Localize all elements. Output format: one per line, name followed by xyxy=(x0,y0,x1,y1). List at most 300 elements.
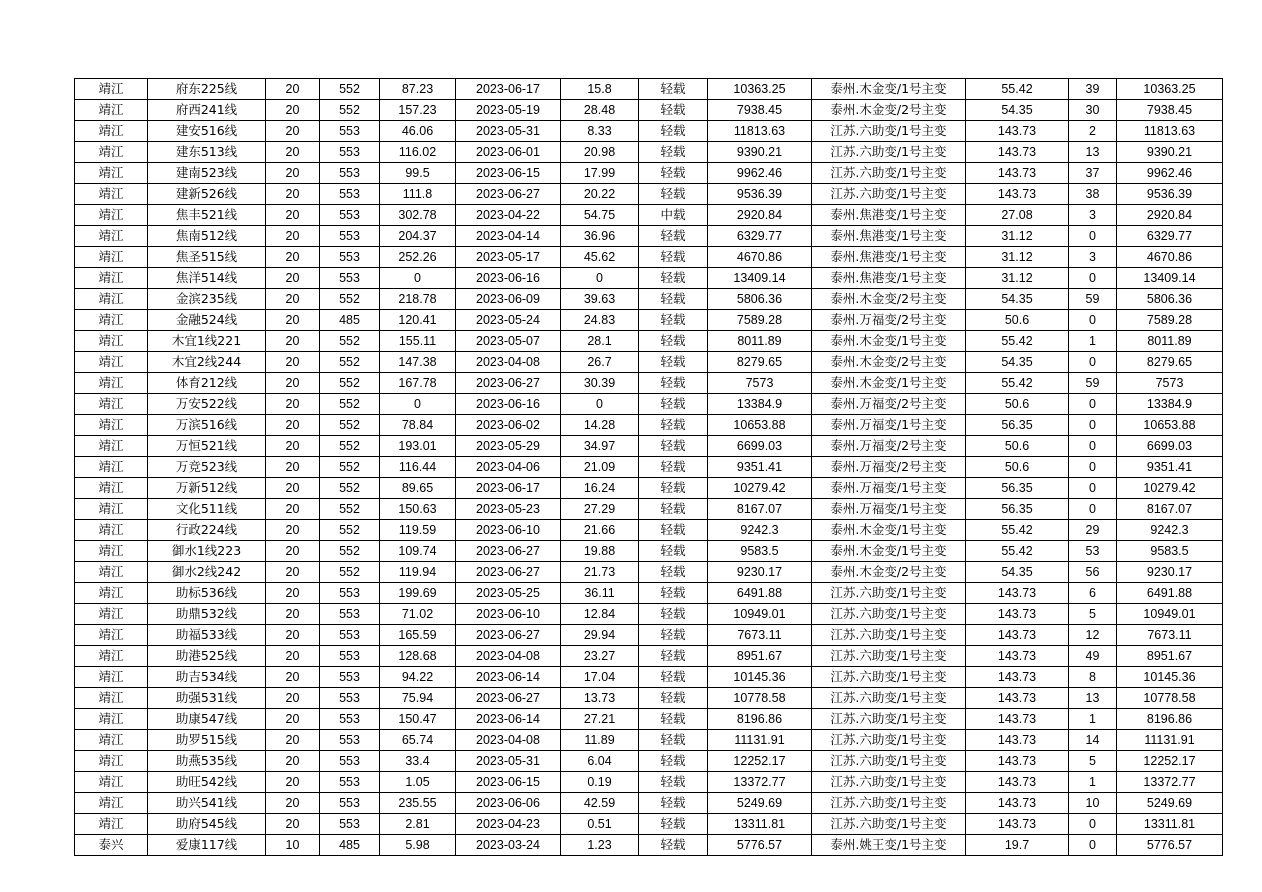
table-cell: 轻载 xyxy=(639,604,708,625)
table-cell: 20 xyxy=(266,310,320,331)
table-cell: 20 xyxy=(266,562,320,583)
table-cell: 485 xyxy=(320,310,380,331)
table-cell: 泰州.木金变/1号主变 xyxy=(812,520,966,541)
table-cell: 3 xyxy=(1069,205,1117,226)
table-cell: 20 xyxy=(266,247,320,268)
table-cell: 2023-05-31 xyxy=(456,121,561,142)
table-cell: 552 xyxy=(320,478,380,499)
table-cell: 20 xyxy=(266,541,320,562)
table-cell: 靖江 xyxy=(75,667,148,688)
table-cell: 15.8 xyxy=(561,79,639,100)
table-cell: 6699.03 xyxy=(708,436,812,457)
table-row xyxy=(75,415,1223,436)
table-cell: 2023-04-23 xyxy=(456,814,561,835)
table-cell: 5249.69 xyxy=(1117,793,1223,814)
table-cell: 2023-04-22 xyxy=(456,205,561,226)
table-row xyxy=(75,520,1223,541)
table-cell: 34.97 xyxy=(561,436,639,457)
table-cell: 泰州.万福变/1号主变 xyxy=(812,415,966,436)
table-cell: 235.55 xyxy=(380,793,456,814)
table-cell: 9583.5 xyxy=(1117,541,1223,562)
table-cell: 0 xyxy=(1069,835,1117,856)
table-cell: 37 xyxy=(1069,163,1117,184)
table-cell: 20 xyxy=(266,184,320,205)
table-cell: 20 xyxy=(266,331,320,352)
table-cell: 2023-05-29 xyxy=(456,436,561,457)
table-cell: 助吉534线 xyxy=(148,667,266,688)
table-cell: 轻载 xyxy=(639,814,708,835)
table-cell: 轻载 xyxy=(639,730,708,751)
table-cell: 泰州.木金变/1号主变 xyxy=(812,331,966,352)
table-cell: 金滨235线 xyxy=(148,289,266,310)
table-cell: 55.42 xyxy=(966,79,1069,100)
table-cell: 靖江 xyxy=(75,205,148,226)
table-cell: 靖江 xyxy=(75,520,148,541)
table-row xyxy=(75,814,1223,835)
table-cell: 9962.46 xyxy=(1117,163,1223,184)
table-cell: 553 xyxy=(320,163,380,184)
table-cell: 33.4 xyxy=(380,751,456,772)
table-cell: 助鼎532线 xyxy=(148,604,266,625)
table-row xyxy=(75,793,1223,814)
table-cell: 50.6 xyxy=(966,394,1069,415)
table-cell: 6 xyxy=(1069,583,1117,604)
table-cell: 助兴541线 xyxy=(148,793,266,814)
table-cell: 江苏.六助变/1号主变 xyxy=(812,163,966,184)
table-cell: 9536.39 xyxy=(708,184,812,205)
table-cell: 0 xyxy=(1069,268,1117,289)
table-cell: 75.94 xyxy=(380,688,456,709)
table-cell: 553 xyxy=(320,730,380,751)
table-cell: 2023-06-16 xyxy=(456,394,561,415)
data-table-container xyxy=(74,78,1196,856)
table-cell: 36.11 xyxy=(561,583,639,604)
table-cell: 轻载 xyxy=(639,394,708,415)
table-cell: 0 xyxy=(1069,478,1117,499)
table-cell: 江苏.六助变/1号主变 xyxy=(812,604,966,625)
table-cell: 7673.11 xyxy=(708,625,812,646)
table-cell: 552 xyxy=(320,520,380,541)
table-cell: 泰州.木金变/2号主变 xyxy=(812,562,966,583)
table-cell: 55.42 xyxy=(966,331,1069,352)
table-cell: 轻载 xyxy=(639,772,708,793)
table-cell: 7573 xyxy=(1117,373,1223,394)
table-cell: 靖江 xyxy=(75,709,148,730)
table-cell: 128.68 xyxy=(380,646,456,667)
table-cell: 20 xyxy=(266,730,320,751)
table-cell: 26.7 xyxy=(561,352,639,373)
table-cell: 轻载 xyxy=(639,373,708,394)
table-cell: 8951.67 xyxy=(708,646,812,667)
table-cell: 6699.03 xyxy=(1117,436,1223,457)
table-cell: 49 xyxy=(1069,646,1117,667)
table-cell: 553 xyxy=(320,688,380,709)
table-cell: 13311.81 xyxy=(708,814,812,835)
table-cell: 54.75 xyxy=(561,205,639,226)
table-cell: 20 xyxy=(266,499,320,520)
table-cell: 泰州.木金变/2号主变 xyxy=(812,352,966,373)
table-cell: 2023-06-10 xyxy=(456,604,561,625)
table-cell: 靖江 xyxy=(75,583,148,604)
table-cell: 靖江 xyxy=(75,247,148,268)
table-cell: 20 xyxy=(266,205,320,226)
table-cell: 31.12 xyxy=(966,268,1069,289)
table-row xyxy=(75,163,1223,184)
table-cell: 靖江 xyxy=(75,226,148,247)
table-cell: 143.73 xyxy=(966,688,1069,709)
table-cell: 10279.42 xyxy=(708,478,812,499)
table-cell: 13 xyxy=(1069,142,1117,163)
table-cell: 10145.36 xyxy=(708,667,812,688)
table-cell: 金融524线 xyxy=(148,310,266,331)
table-cell: 24.83 xyxy=(561,310,639,331)
table-cell: 20 xyxy=(266,100,320,121)
table-cell: 20 xyxy=(266,688,320,709)
table-cell: 13384.9 xyxy=(1117,394,1223,415)
table-cell: 0 xyxy=(1069,436,1117,457)
table-cell: 助旺542线 xyxy=(148,772,266,793)
table-cell: 109.74 xyxy=(380,541,456,562)
table-cell: 54.35 xyxy=(966,352,1069,373)
table-cell: 轻载 xyxy=(639,142,708,163)
table-cell: 2023-04-08 xyxy=(456,352,561,373)
table-cell: 78.84 xyxy=(380,415,456,436)
table-cell: 轻载 xyxy=(639,835,708,856)
table-cell: 泰州.木金变/2号主变 xyxy=(812,100,966,121)
table-cell: 靖江 xyxy=(75,373,148,394)
table-cell: 御水2线242 xyxy=(148,562,266,583)
table-cell: 江苏.六助变/1号主变 xyxy=(812,667,966,688)
table-row xyxy=(75,751,1223,772)
table-row xyxy=(75,835,1223,856)
table-cell: 轻载 xyxy=(639,688,708,709)
table-cell: 2.81 xyxy=(380,814,456,835)
table-cell: 552 xyxy=(320,79,380,100)
table-cell: 143.73 xyxy=(966,604,1069,625)
table-cell: 2023-06-06 xyxy=(456,793,561,814)
table-cell: 552 xyxy=(320,100,380,121)
table-cell: 10778.58 xyxy=(708,688,812,709)
table-cell: 10949.01 xyxy=(1117,604,1223,625)
table-cell: 泰州.木金变/1号主变 xyxy=(812,79,966,100)
table-cell: 7673.11 xyxy=(1117,625,1223,646)
table-cell: 14.28 xyxy=(561,415,639,436)
table-cell: 21.73 xyxy=(561,562,639,583)
table-cell: 204.37 xyxy=(380,226,456,247)
table-cell: 5.98 xyxy=(380,835,456,856)
table-cell: 89.65 xyxy=(380,478,456,499)
table-cell: 靖江 xyxy=(75,184,148,205)
table-row xyxy=(75,100,1223,121)
table-cell: 8167.07 xyxy=(708,499,812,520)
table-row xyxy=(75,205,1223,226)
table-cell: 10279.42 xyxy=(1117,478,1223,499)
table-cell: 6329.77 xyxy=(1117,226,1223,247)
table-cell: 27.29 xyxy=(561,499,639,520)
table-row xyxy=(75,499,1223,520)
table-cell: 20 xyxy=(266,436,320,457)
table-cell: 20 xyxy=(266,625,320,646)
table-cell: 8279.65 xyxy=(1117,352,1223,373)
table-cell: 万滨516线 xyxy=(148,415,266,436)
table-cell: 12.84 xyxy=(561,604,639,625)
table-cell: 靖江 xyxy=(75,541,148,562)
table-cell: 20 xyxy=(266,793,320,814)
table-cell: 府西241线 xyxy=(148,100,266,121)
table-cell: 靖江 xyxy=(75,142,148,163)
table-cell: 0 xyxy=(380,394,456,415)
table-cell: 0.19 xyxy=(561,772,639,793)
table-cell: 2023-06-27 xyxy=(456,562,561,583)
table-row xyxy=(75,730,1223,751)
table-cell: 553 xyxy=(320,814,380,835)
table-cell: 泰兴 xyxy=(75,835,148,856)
table-cell: 2 xyxy=(1069,121,1117,142)
table-cell: 8279.65 xyxy=(708,352,812,373)
table-body xyxy=(75,79,1223,856)
table-cell: 20 xyxy=(266,268,320,289)
table-cell: 江苏.六助变/1号主变 xyxy=(812,793,966,814)
table-cell: 119.59 xyxy=(380,520,456,541)
table-cell: 553 xyxy=(320,226,380,247)
table-cell: 0 xyxy=(1069,226,1117,247)
table-cell: 13409.14 xyxy=(708,268,812,289)
table-cell: 20 xyxy=(266,352,320,373)
table-cell: 56.35 xyxy=(966,415,1069,436)
table-row xyxy=(75,478,1223,499)
table-cell: 143.73 xyxy=(966,142,1069,163)
table-cell: 553 xyxy=(320,583,380,604)
table-row xyxy=(75,289,1223,310)
table-cell: 府东225线 xyxy=(148,79,266,100)
table-cell: 99.5 xyxy=(380,163,456,184)
table-cell: 5806.36 xyxy=(1117,289,1223,310)
table-cell: 552 xyxy=(320,352,380,373)
table-cell: 56.35 xyxy=(966,478,1069,499)
table-cell: 9583.5 xyxy=(708,541,812,562)
table-cell: 12252.17 xyxy=(708,751,812,772)
table-cell: 江苏.六助变/1号主变 xyxy=(812,814,966,835)
table-cell: 靖江 xyxy=(75,268,148,289)
table-cell: 11131.91 xyxy=(708,730,812,751)
table-cell: 2023-06-01 xyxy=(456,142,561,163)
table-cell: 轻载 xyxy=(639,457,708,478)
table-cell: 36.96 xyxy=(561,226,639,247)
table-cell: 9351.41 xyxy=(708,457,812,478)
table-cell: 553 xyxy=(320,667,380,688)
table-cell: 万恒521线 xyxy=(148,436,266,457)
table-row xyxy=(75,772,1223,793)
table-cell: 靖江 xyxy=(75,562,148,583)
table-cell: 靖江 xyxy=(75,793,148,814)
table-cell: 爱康117线 xyxy=(148,835,266,856)
table-cell: 靖江 xyxy=(75,478,148,499)
table-row xyxy=(75,352,1223,373)
table-cell: 218.78 xyxy=(380,289,456,310)
table-cell: 9962.46 xyxy=(708,163,812,184)
table-cell: 行政224线 xyxy=(148,520,266,541)
table-cell: 143.73 xyxy=(966,793,1069,814)
table-cell: 13372.77 xyxy=(708,772,812,793)
table-row xyxy=(75,583,1223,604)
table-cell: 轻载 xyxy=(639,100,708,121)
table-cell: 江苏.六助变/1号主变 xyxy=(812,583,966,604)
table-cell: 助福533线 xyxy=(148,625,266,646)
table-cell: 16.24 xyxy=(561,478,639,499)
table-cell: 143.73 xyxy=(966,814,1069,835)
table-cell: 0.51 xyxy=(561,814,639,835)
table-cell: 8011.89 xyxy=(1117,331,1223,352)
table-cell: 10363.25 xyxy=(1117,79,1223,100)
table-cell: 46.06 xyxy=(380,121,456,142)
table-cell: 2920.84 xyxy=(1117,205,1223,226)
table-cell: 木宜2线244 xyxy=(148,352,266,373)
table-cell: 靖江 xyxy=(75,100,148,121)
table-cell: 50.6 xyxy=(966,457,1069,478)
table-cell: 2023-06-14 xyxy=(456,709,561,730)
table-cell: 552 xyxy=(320,331,380,352)
table-cell: 助港525线 xyxy=(148,646,266,667)
table-cell: 552 xyxy=(320,394,380,415)
table-cell: 116.44 xyxy=(380,457,456,478)
table-cell: 5806.36 xyxy=(708,289,812,310)
table-row xyxy=(75,79,1223,100)
table-cell: 靖江 xyxy=(75,814,148,835)
table-cell: 20 xyxy=(266,142,320,163)
table-cell: 5 xyxy=(1069,751,1117,772)
table-cell: 2023-06-27 xyxy=(456,373,561,394)
table-cell: 10363.25 xyxy=(708,79,812,100)
table-cell: 1 xyxy=(1069,709,1117,730)
table-cell: 2023-05-25 xyxy=(456,583,561,604)
table-cell: 116.02 xyxy=(380,142,456,163)
table-cell: 靖江 xyxy=(75,688,148,709)
table-cell: 靖江 xyxy=(75,289,148,310)
table-cell: 31.12 xyxy=(966,247,1069,268)
table-cell: 泰州.万福变/2号主变 xyxy=(812,436,966,457)
table-row xyxy=(75,394,1223,415)
table-cell: 木宜1线221 xyxy=(148,331,266,352)
table-cell: 20 xyxy=(266,394,320,415)
table-cell: 2023-03-24 xyxy=(456,835,561,856)
table-cell: 20 xyxy=(266,121,320,142)
table-cell: 轻载 xyxy=(639,247,708,268)
table-cell: 轻载 xyxy=(639,541,708,562)
table-cell: 焦洋514线 xyxy=(148,268,266,289)
line-load-table xyxy=(74,78,1223,856)
table-cell: 553 xyxy=(320,268,380,289)
table-cell: 江苏.六助变/1号主变 xyxy=(812,730,966,751)
table-cell: 42.59 xyxy=(561,793,639,814)
table-cell: 靖江 xyxy=(75,163,148,184)
table-cell: 轻载 xyxy=(639,625,708,646)
table-cell: 553 xyxy=(320,184,380,205)
table-cell: 2023-06-09 xyxy=(456,289,561,310)
table-cell: 0 xyxy=(1069,310,1117,331)
table-cell: 553 xyxy=(320,121,380,142)
table-row xyxy=(75,121,1223,142)
table-row xyxy=(75,457,1223,478)
table-cell: 焦南512线 xyxy=(148,226,266,247)
table-cell: 29.94 xyxy=(561,625,639,646)
table-cell: 157.23 xyxy=(380,100,456,121)
table-cell: 2023-04-08 xyxy=(456,730,561,751)
table-cell: 9390.21 xyxy=(1117,142,1223,163)
table-cell: 泰州.焦港变/1号主变 xyxy=(812,247,966,268)
table-cell: 江苏.六助变/1号主变 xyxy=(812,709,966,730)
table-cell: 1 xyxy=(1069,331,1117,352)
table-cell: 7573 xyxy=(708,373,812,394)
table-cell: 553 xyxy=(320,751,380,772)
table-cell: 552 xyxy=(320,289,380,310)
table-cell: 轻载 xyxy=(639,751,708,772)
table-cell: 2023-06-15 xyxy=(456,772,561,793)
table-row xyxy=(75,625,1223,646)
table-cell: 0 xyxy=(1069,457,1117,478)
table-cell: 4670.86 xyxy=(708,247,812,268)
table-cell: 轻载 xyxy=(639,79,708,100)
table-cell: 150.47 xyxy=(380,709,456,730)
table-cell: 21.09 xyxy=(561,457,639,478)
table-cell: 2023-06-17 xyxy=(456,79,561,100)
table-cell: 5776.57 xyxy=(708,835,812,856)
table-cell: 靖江 xyxy=(75,457,148,478)
table-row xyxy=(75,247,1223,268)
table-cell: 10653.88 xyxy=(708,415,812,436)
table-cell: 8196.86 xyxy=(708,709,812,730)
table-cell: 10 xyxy=(266,835,320,856)
table-cell: 143.73 xyxy=(966,646,1069,667)
table-cell: 万新512线 xyxy=(148,478,266,499)
table-cell: 252.26 xyxy=(380,247,456,268)
table-cell: 泰州.万福变/2号主变 xyxy=(812,457,966,478)
table-cell: 553 xyxy=(320,793,380,814)
table-cell: 靖江 xyxy=(75,331,148,352)
table-row xyxy=(75,310,1223,331)
table-cell: 20 xyxy=(266,814,320,835)
table-cell: 轻载 xyxy=(639,268,708,289)
table-row xyxy=(75,268,1223,289)
table-cell: 轻载 xyxy=(639,709,708,730)
table-cell: 56.35 xyxy=(966,499,1069,520)
table-cell: 江苏.六助变/1号主变 xyxy=(812,646,966,667)
table-cell: 5 xyxy=(1069,604,1117,625)
table-cell: 55.42 xyxy=(966,373,1069,394)
table-cell: 13409.14 xyxy=(1117,268,1223,289)
table-cell: 2023-06-27 xyxy=(456,625,561,646)
table-cell: 55.42 xyxy=(966,541,1069,562)
table-cell: 靖江 xyxy=(75,352,148,373)
table-cell: 553 xyxy=(320,646,380,667)
table-cell: 3 xyxy=(1069,247,1117,268)
table-cell: 靖江 xyxy=(75,310,148,331)
table-cell: 6491.88 xyxy=(1117,583,1223,604)
table-row xyxy=(75,142,1223,163)
table-cell: 553 xyxy=(320,205,380,226)
table-cell: 2023-06-16 xyxy=(456,268,561,289)
table-cell: 20 xyxy=(266,751,320,772)
table-cell: 轻载 xyxy=(639,793,708,814)
table-cell: 11131.91 xyxy=(1117,730,1223,751)
table-cell: 553 xyxy=(320,604,380,625)
table-cell: 143.73 xyxy=(966,625,1069,646)
table-cell: 119.94 xyxy=(380,562,456,583)
table-row xyxy=(75,436,1223,457)
table-cell: 靖江 xyxy=(75,730,148,751)
table-cell: 552 xyxy=(320,499,380,520)
table-row xyxy=(75,709,1223,730)
table-cell: 靖江 xyxy=(75,499,148,520)
